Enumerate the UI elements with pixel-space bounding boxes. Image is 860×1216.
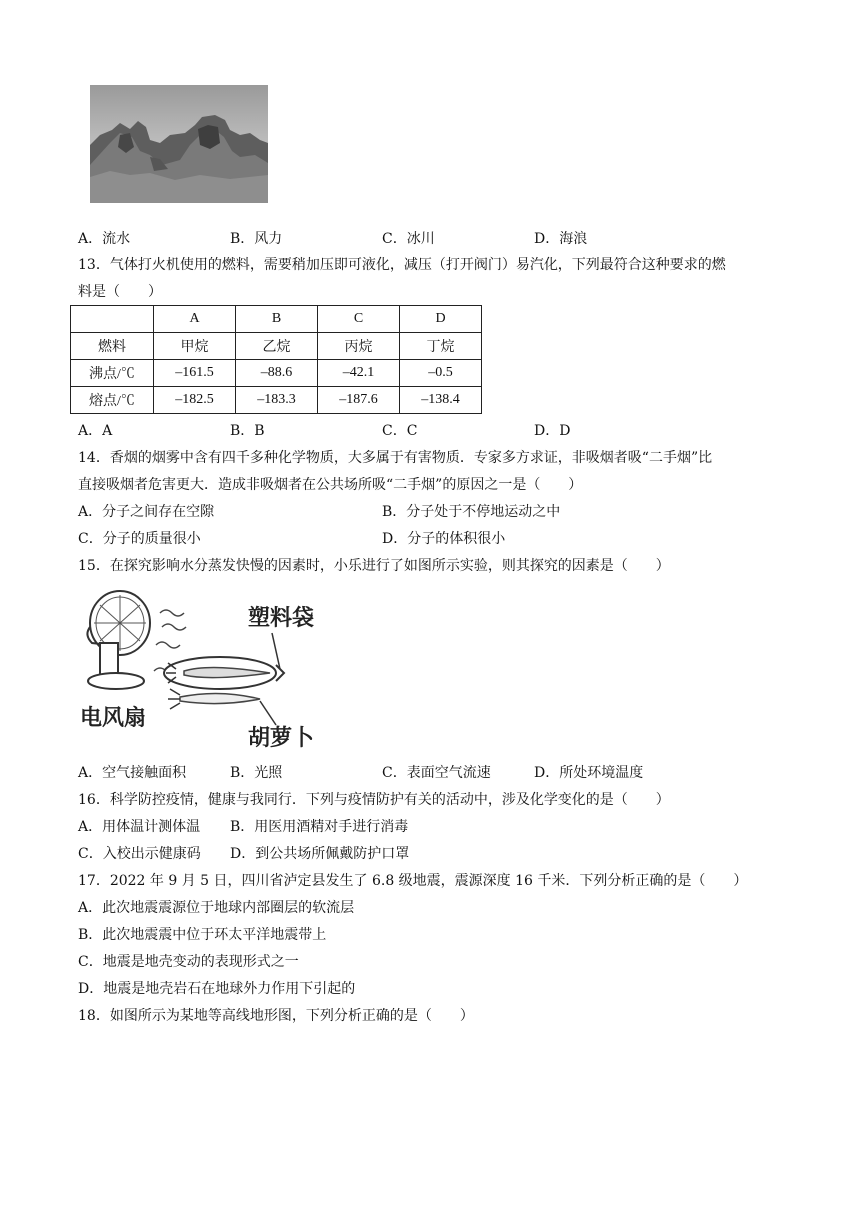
q15-option-c: C．表面空气流速 <box>382 765 491 781</box>
table-cell: –138.4 <box>400 387 482 414</box>
q17-option-d: D．地震是地壳岩石在地球外力作用下引起的 <box>78 981 356 997</box>
q13-stem-line2: 料是（ ） <box>78 284 162 300</box>
table-cell: 丙烷 <box>318 333 400 360</box>
q14-option-a: A．分子之间存在空隙 <box>78 504 215 520</box>
q16-option-a: A．用体温计测体温 <box>78 819 201 835</box>
q13-option-b: B．B <box>230 423 265 439</box>
q15-option-d: D．所处环境温度 <box>534 765 644 781</box>
table-row <box>71 387 482 414</box>
q13-stem-line1: 13．气体打火机使用的燃料，需要稍加压即可液化，减压（打开阀门）易汽化，下列最符合这种要求的燃 <box>78 257 726 273</box>
q14-option-d: D．分子的体积很小 <box>382 531 506 547</box>
q17-option-c: C．地震是地壳变动的表现形式之一 <box>78 954 299 970</box>
q17-option-a: A．此次地震震源位于地球内部圈层的软流层 <box>78 900 355 916</box>
q14-stem-line2: 直接吸烟者危害更大．造成非吸烟者在公共场所吸“二手烟”的原因之一是（ ） <box>78 477 583 493</box>
carrot-label: 胡萝卜 <box>248 726 315 751</box>
table-cell: C <box>318 306 400 333</box>
table-cell: –88.6 <box>236 360 318 387</box>
table-cell: 熔点/℃ <box>71 387 154 414</box>
bag-label: 塑料袋 <box>248 606 315 631</box>
q13-option-a: A．A <box>78 423 113 439</box>
table-row <box>71 360 482 387</box>
q14-option-c: C．分子的质量很小 <box>78 531 201 547</box>
q16-stem: 16．科学防控疫情，健康与我同行．下列与疫情防护有关的活动中，涉及化学变化的是（ ） <box>78 792 670 808</box>
q17-stem: 17．2022 年 9 月 5 日，四川省泸定县发生了 6.8 级地震，震源深度 16 千米．下列分析正确的是（ ） <box>78 873 748 889</box>
table-cell: –187.6 <box>318 387 400 414</box>
table-header-row <box>71 306 482 333</box>
q18-stem: 18．如图所示为某地等高线地形图，下列分析正确的是（ ） <box>78 1008 474 1024</box>
table-cell: 燃料 <box>71 333 154 360</box>
table-cell: 丁烷 <box>400 333 482 360</box>
q15-option-b: B．光照 <box>230 765 283 781</box>
table-cell: –182.5 <box>154 387 236 414</box>
q12-option-c: C．冰川 <box>382 231 435 247</box>
table-cell: 乙烷 <box>236 333 318 360</box>
table-cell: D <box>400 306 482 333</box>
q15-stem: 15．在探究影响水分蒸发快慢的因素时，小乐进行了如图所示实验，则其探究的因素是（ ） <box>78 558 670 574</box>
table-cell: –161.5 <box>154 360 236 387</box>
table-cell <box>71 306 154 333</box>
q12-option-a: A．流水 <box>78 231 131 247</box>
q12-option-d: D．海浪 <box>534 231 588 247</box>
q14-option-b: B．分子处于不停地运动之中 <box>382 504 561 520</box>
q14-stem-line1: 14．香烟的烟雾中含有四千多种化学物质，大多属于有害物质．专家多方求证，非吸烟者吸“二手烟”比 <box>78 450 713 466</box>
table-cell: 甲烷 <box>154 333 236 360</box>
table-cell: –183.3 <box>236 387 318 414</box>
q12-option-b: B．风力 <box>230 231 283 247</box>
table-cell: –0.5 <box>400 360 482 387</box>
q15-option-a: A．空气接触面积 <box>78 765 187 781</box>
q13-option-c: C．C <box>382 423 418 439</box>
table-cell: A <box>154 306 236 333</box>
fuel-properties-table <box>70 305 482 414</box>
q13-option-d: D．D <box>534 423 571 439</box>
table-cell: B <box>236 306 318 333</box>
evaporation-experiment-figure <box>80 585 330 753</box>
table-cell: 沸点/℃ <box>71 360 154 387</box>
q17-option-b: B．此次地震震中位于环太平洋地震带上 <box>78 927 327 943</box>
table-cell: –42.1 <box>318 360 400 387</box>
q16-option-b: B．用医用酒精对手进行消毒 <box>230 819 409 835</box>
table-row <box>71 333 482 360</box>
q16-option-d: D．到公共场所佩戴防护口罩 <box>230 846 410 862</box>
fan-label: 电风扇 <box>80 706 147 731</box>
q16-option-c: C．入校出示健康码 <box>78 846 201 862</box>
landform-photo <box>90 85 268 203</box>
